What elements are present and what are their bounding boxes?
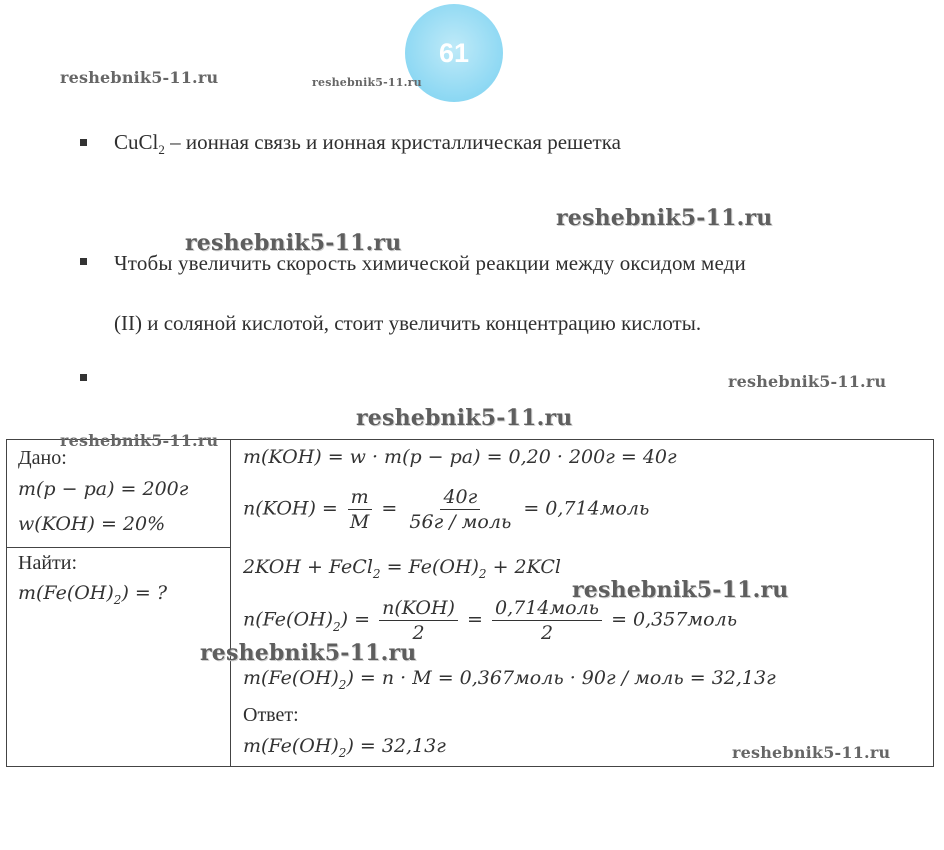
table-divider <box>230 440 231 766</box>
bullet-marker <box>80 258 87 265</box>
watermark: reshebnik5-11.ru <box>60 431 219 450</box>
equation-mass-feoh2: $m(Fe(OH)_2) = n \cdot M$ = 0,367моль · 90г / моль = 32,13г <box>243 667 776 692</box>
given-heading: Дано: <box>18 447 67 469</box>
page-number: 61 <box>438 37 470 68</box>
given-mass-solution: m(p − pa) = 200г <box>18 478 189 500</box>
answer-value: $m(Fe(OH)_2) = 32,13г$ <box>243 735 446 760</box>
bullet-marker <box>80 139 87 146</box>
watermark: reshebnik5-11.ru <box>185 230 402 256</box>
bullet-1-text: CuCl$_2$ – ионная связь и ионная кристаллическая решетка <box>114 130 621 158</box>
equation-moles-koh: n(KOH) = $\frac{m}{M}$ = $\frac{40г}{\text{56г / моль}}$ = 0,714моль <box>243 486 650 533</box>
find-target: $m(Fe(OH)_2)$ = ? <box>18 582 168 607</box>
watermark: reshebnik5-11.ru <box>200 640 417 666</box>
solution-table <box>6 439 934 767</box>
watermark: reshebnik5-11.ru <box>312 76 422 89</box>
watermark: reshebnik5-11.ru <box>60 68 219 87</box>
watermark: reshebnik5-11.ru <box>732 743 891 762</box>
bullet-marker <box>80 374 87 381</box>
answer-label: Ответ: <box>243 704 299 726</box>
watermark: reshebnik5-11.ru <box>728 372 887 391</box>
watermark: reshebnik5-11.ru <box>356 405 573 431</box>
find-heading: Найти: <box>18 552 78 574</box>
equation-moles-feoh2: $n(Fe(OH)_2)$ = $\frac{\text{n(KOH)}}{2}$ = $\frac{\text{0,714моль}}{2}$ = 0,357моль <box>243 597 738 644</box>
reaction-equation: 2KOH + FeCl$_2$ = $Fe(OH)_2 + 2KCl$ <box>243 556 561 581</box>
bullet-2-line-1: Чтобы увеличить скорость химической реакции между оксидом меди <box>114 251 746 275</box>
equation-mass-koh: m(KOH) = w · m(p − pa) = 0,20 · 200г = 40г <box>243 446 677 468</box>
table-divider <box>7 547 231 548</box>
given-mass-fraction: w(KOH) = 20% <box>18 513 166 535</box>
bullet-2-line-2: (II) и соляной кислотой, стоит увеличить концентрацию кислоты. <box>114 311 702 335</box>
watermark: reshebnik5-11.ru <box>572 577 789 603</box>
watermark: reshebnik5-11.ru <box>556 205 773 231</box>
